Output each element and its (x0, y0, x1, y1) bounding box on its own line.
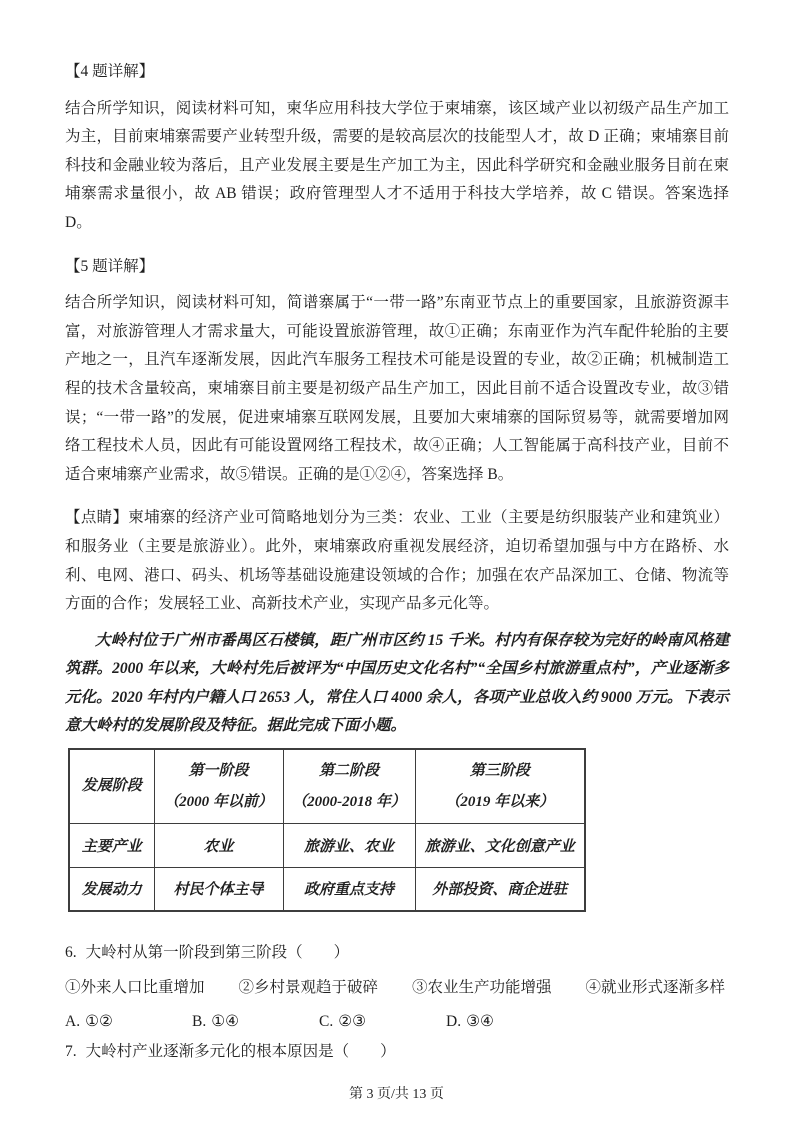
choice-text: ①② (85, 1013, 113, 1031)
table-header-subtext: （2000-2018 年） (292, 793, 406, 810)
choice-d (446, 1008, 573, 1037)
choice-c (319, 1008, 446, 1037)
item-option-2: ②乡村景观趋于破碎 (238, 978, 379, 996)
question-6-choices (65, 1008, 729, 1037)
item-option-4: ④就业形式逐渐多样 (585, 978, 726, 996)
choice-label: B. (192, 1013, 207, 1031)
table-row-label: 发展动力 (69, 867, 154, 911)
page-footer: 第 3 页/共 13 页 (349, 1087, 444, 1102)
question-stem-text: 大岭村产业逐渐多元化的根本原因是（ ） (85, 1042, 396, 1060)
choice-text: ①④ (211, 1013, 240, 1031)
note-paragraph: 【点睛】柬埔寨的经济产业可简略地划分为三类：农业、工业（主要是纺织服装产业和建筑业）和服务业（主要是旅游业）。此外，柬埔寨政府重视发展经济，迫切希望加强与中方在路桥、水利、电网、港口、码头、机场等基础设施建设领域的合作；加强在农产品深加工、仓储、物流等方面的合作；发展轻工业、高新技术产业，实现产品多元化等。 (65, 509, 729, 613)
table-header-subtext: （2000 年以前） (164, 793, 273, 810)
choice-label: D. (446, 1013, 462, 1031)
question-stem-text: 大岭村从第一阶段到第三阶段（ ） (85, 944, 350, 962)
table-header-text: 第一阶段 (188, 762, 249, 779)
table-header-row (69, 749, 585, 823)
item-option-3: ③农业生产功能增强 (412, 978, 552, 996)
table-cell: 旅游业、文化创意产业 (415, 823, 585, 867)
table-row (69, 867, 585, 911)
explanation-section-q4 (65, 58, 729, 238)
table-header-cell (154, 749, 283, 823)
table-cell: 外部投资、商企进驻 (415, 867, 585, 911)
question-6 (65, 939, 729, 1037)
table-cell: 农业 (154, 823, 283, 867)
question-6-items (65, 974, 729, 1003)
table-row-label: 主要产业 (69, 823, 154, 867)
choice-a (65, 1008, 192, 1037)
table-cell: 旅游业、农业 (283, 823, 415, 867)
choice-label: C. (319, 1013, 334, 1031)
table-header-cell (69, 749, 154, 823)
item-option-1: ①外来人口比重增加 (65, 978, 205, 996)
table-header-subtext: （2019 年以来） (445, 793, 555, 810)
table-cell: 村民个体主导 (154, 867, 283, 911)
table-header-cell (415, 749, 585, 823)
material-paragraph: 大岭村位于广州市番禺区石楼镇，距广州市区约 15 千米。村内有保存较为完好的岭南风格建筑群。2000 年以来，大岭村先后被评为“中国历史文化名村”“全国乡村旅游重点村”，产业逐渐多元化。2020 年村内户籍人口 2653 人，常住人口 4000 余人，各项产业总收入约 9000 万元。下表示意大岭村的发展阶段及特征。据此完成下面小题。 (65, 631, 729, 735)
question-number: 6. (65, 944, 77, 962)
choice-text: ③④ (466, 1013, 494, 1031)
table-row (69, 823, 585, 867)
explanation-section-q5 (65, 253, 729, 490)
table-header-text: 发展阶段 (81, 778, 142, 795)
table-header-text: 第二阶段 (318, 762, 379, 779)
table-header-cell (283, 749, 415, 823)
choice-b (192, 1008, 319, 1037)
question-7 (65, 1038, 729, 1067)
choice-text: ②③ (338, 1013, 367, 1031)
section-body-q4: 结合所学知识，阅读材料可知，柬华应用科技大学位于柬埔寨，该区域产业以初级产品生产加工为主，目前柬埔寨需要产业转型升级，需要的是较高层次的技能型人才，故 D 正确；柬埔寨目前科技和金融业较为落后，且产业发展主要是生产加工为主，因此科学研究和金融业服务目前在柬埔寨需求量很小，故 AB 错误；政府管理型人才不适用于科技大学培养，故 C 错误。答案选择 D。 (65, 99, 729, 231)
table-cell: 政府重点支持 (283, 867, 415, 911)
choice-label: A. (65, 1013, 81, 1031)
section-heading-q5: 【5 题详解】 (65, 257, 155, 275)
section-heading-q4: 【4 题详解】 (65, 63, 155, 80)
section-body-q5: 结合所学知识，阅读材料可知，简谱寨属于“一带一路”东南亚节点上的重要国家，且旅游资源丰富，对旅游管理人才需求量大，可能设置旅游管理，故①正确；东南亚作为汽车配件轮胎的主要产地之一，且汽车逐渐发展，因此汽车服务工程技术可能是设置的专业，故②正确；机械制造工程的技术含量较高，柬埔寨目前主要是初级产品生产加工，因此目前不适合设置改专业，故③错误；“一带一路”的发展，促进柬埔寨互联网发展，且要加大柬埔寨的国际贸易等，就需要增加网络工程技术人员，因此有可能设置网络工程技术，故④正确；人工智能属于高科技产业，目前不适合柬埔寨产业需求，故⑤错误。正确的是①②④，答案选择 B。 (65, 294, 729, 483)
question-6-stem (65, 939, 729, 968)
table-header-text: 第三阶段 (469, 762, 530, 779)
question-number: 7. (65, 1042, 77, 1060)
development-stages-table (68, 748, 586, 912)
question-7-stem (65, 1038, 729, 1067)
